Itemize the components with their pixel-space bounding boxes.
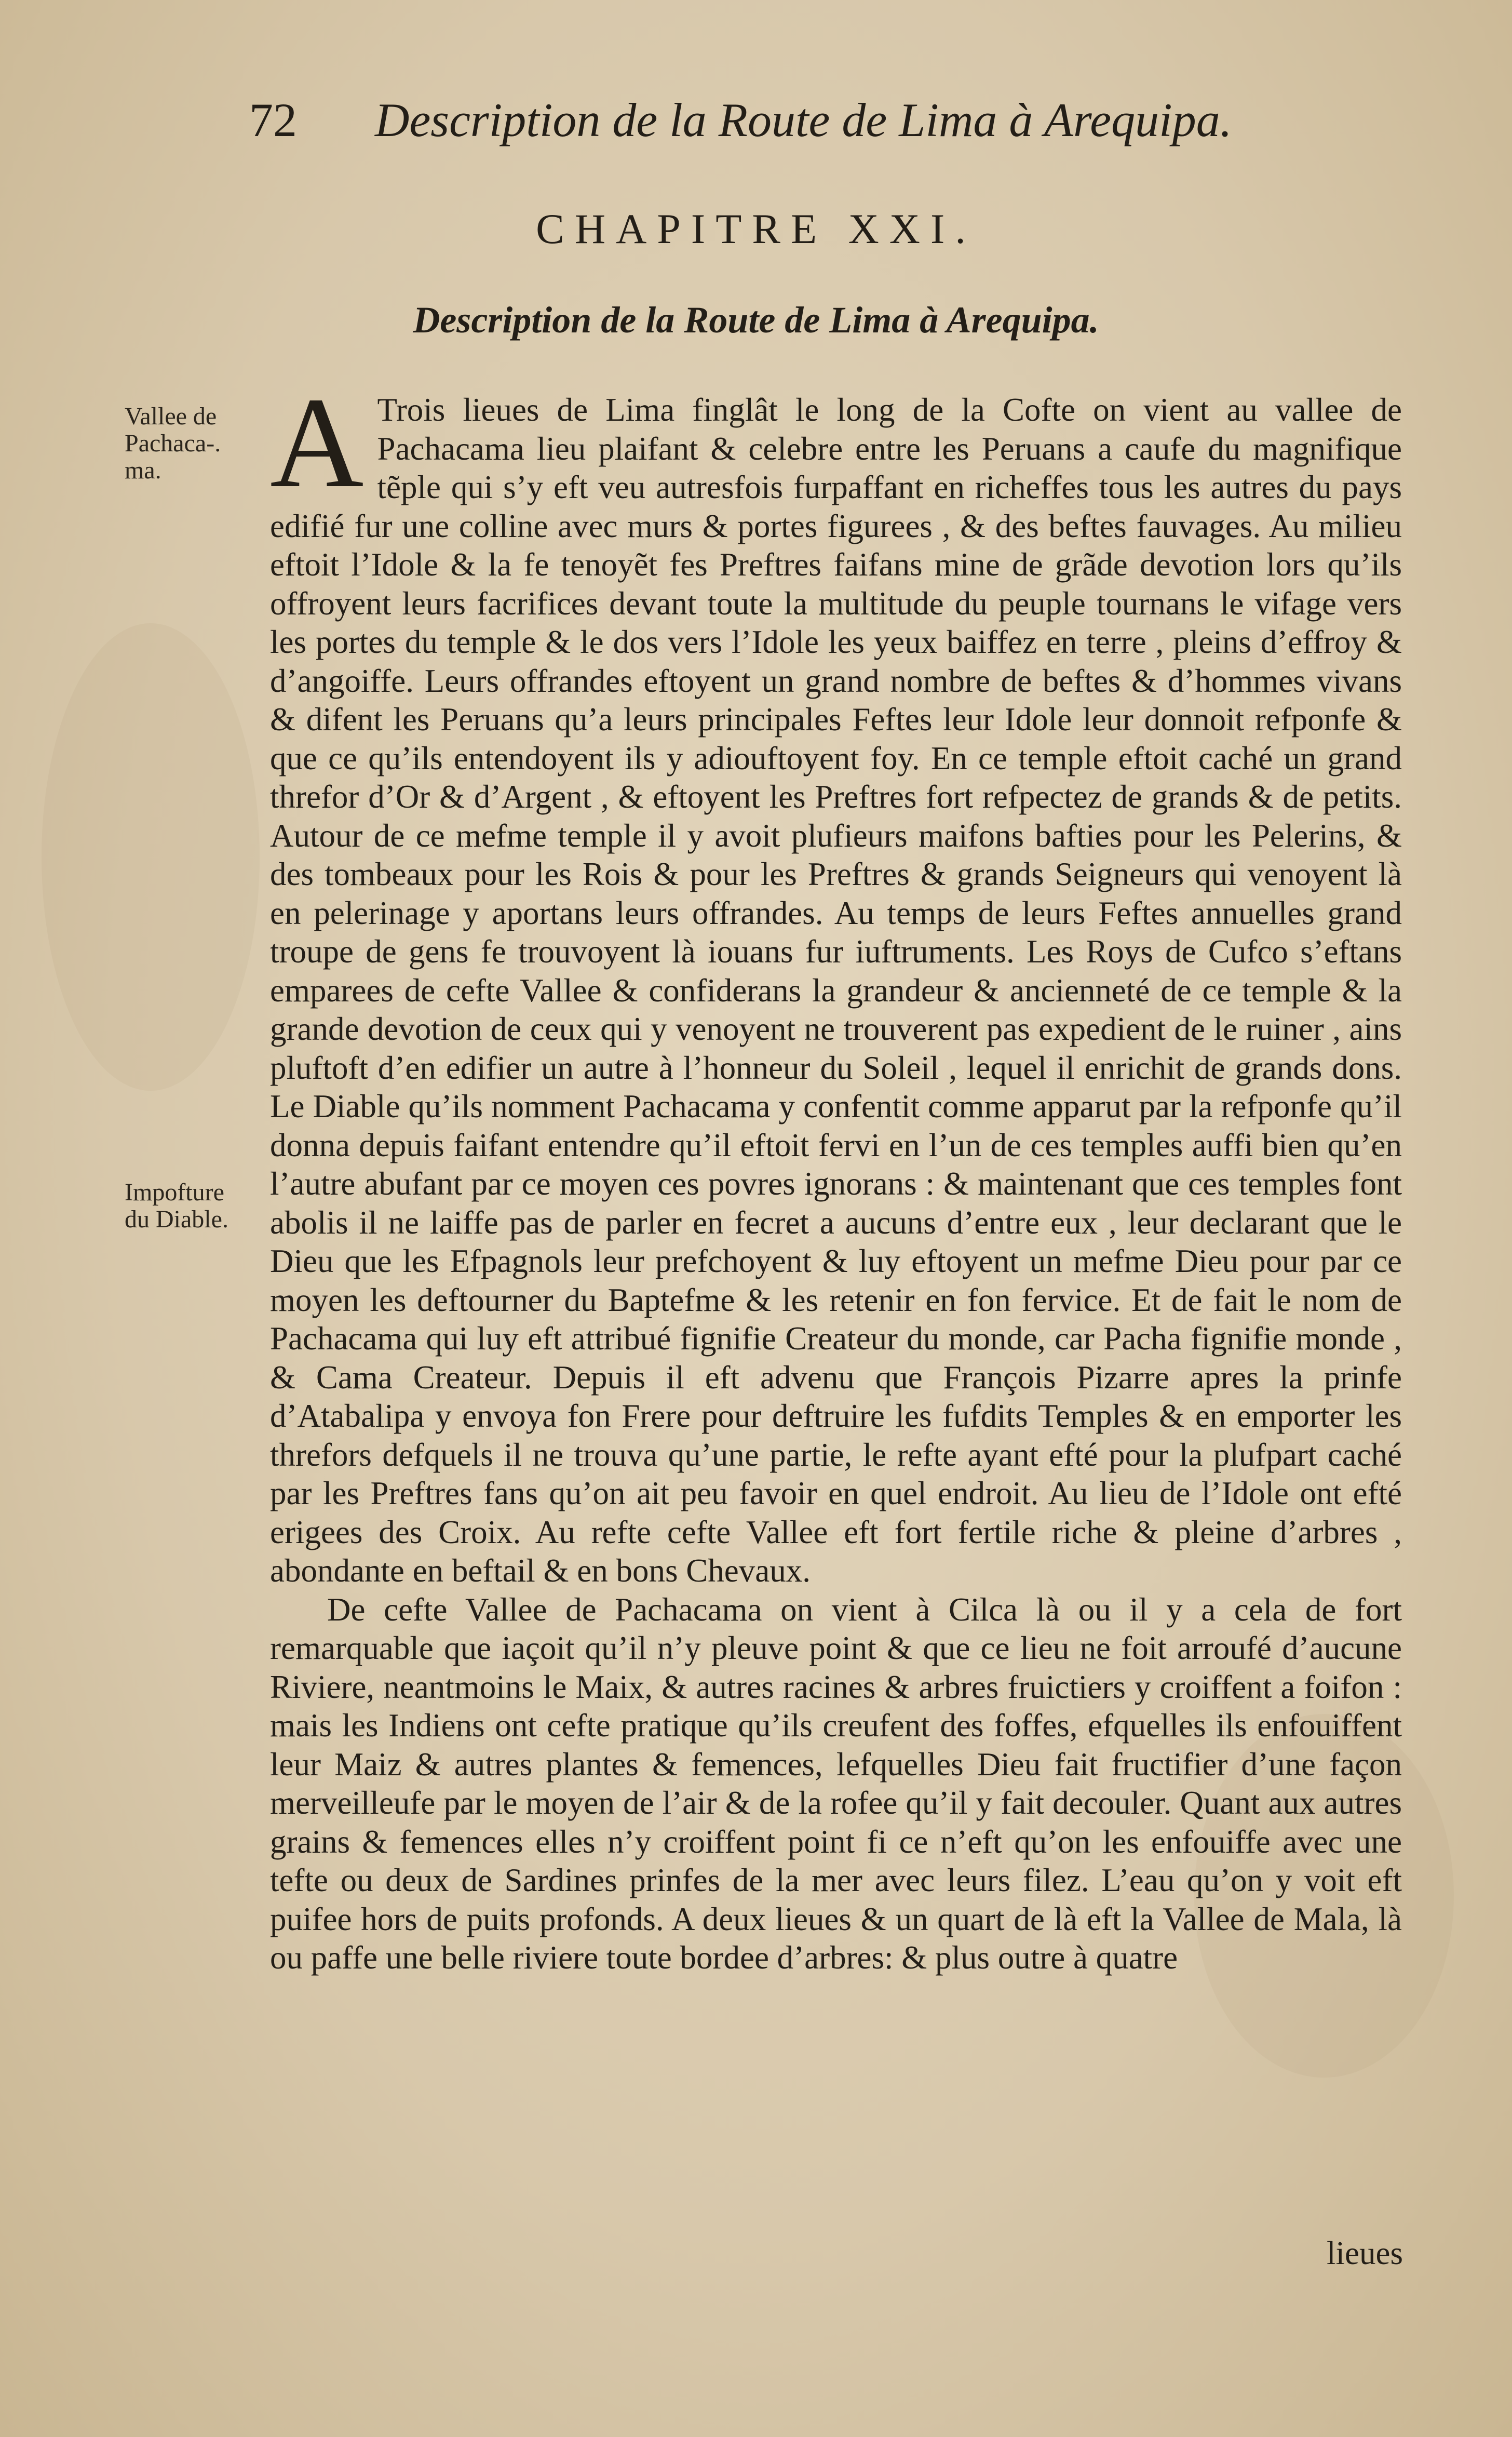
drop-cap: A xyxy=(270,371,364,515)
margin-note-pachacama: Vallee de Pachaca-. ma. xyxy=(125,403,221,484)
page-number: 72 xyxy=(249,93,297,146)
running-header xyxy=(249,92,1232,148)
body-text xyxy=(270,371,1402,1977)
paragraph xyxy=(270,371,1402,1590)
paragraph-text: Trois lieues de Lima finglât le long de la Cofte on vient au vallee de Pachacama lieu plaifant & celebre entre les Peruans a caufe du magnifique tẽple qui s’y eft veu autresfois furpaffant en richeffes tous les autres du pays edifié fur une colline avec murs & portes figurees , & des beftes fauvages. Au milieu eftoit l’Idole & la fe tenoyẽt fes Preftres faifans mine de grãde devotion lors qu’ils offroyent leurs facrifices devant toute la multitude du peuple tournans le vifage vers les portes du temple & le dos vers l’Idole les yeux baiffez en terre , pleins d’effroy & d’angoiffe. Leurs offrandes eftoyent un grand nombre de beftes & d’hommes vivans & difent les Peruans qu’a leurs principales Feftes leur Idole leur donnoit refponfe & que ce qu’ils entendoyent ils y adiouftoyent foy. En ce temple eftoit caché un grand threfor d’Or & d’Argent , & eftoyent les Preftres fort refpectez de grands & de petits. Autour de ce mefme temple il y avoit plufieurs maifons bafties pour les Pelerins, & des tombeaux pour les Rois & pour les Preftres & grands Seigneurs qui venoyent là en pelerinage y aportans leurs offrandes. Au temps de leurs Feftes annuelles grand troupe de gens fe trouvoyent là iouans fur iuftruments. Les Roys de Cufco s’eftans emparees de cefte Vallee & confiderans la grandeur & ancienneté de ce temple & la grande devotion de ceux qui y venoyent ne trouverent pas expedient de le ruiner , ains pluftoft d’en edifier un autre à l’honneur du Soleil , lequel il enrichit de grands dons. Le Diable qu’ils nomment Pachacama y confentit comme apparut par la refponfe qu’il donna depuis faifant entendre qu’il eftoit fervi en l’un de ces temples auffi bien qu’en l’autre abufant par ce moyen ces povres ignorans : & maintenant que ces temples font abolis il ne laiffe pas de parler en fecret a aucuns d’entre eux , leur declarant que le Dieu que les Efpagnols leur prefchoyent & luy eftoyent un mefme Dieu pour par ce moyen les deftourner du Baptefme & les retenir en fon fervice. Et de fait le nom de Pachacama qui luy eft attribué fignifie Createur du monde, car Pacha fignifie monde , & Cama Createur. Depuis il eft advenu que François Pizarre apres la prinfe d’Atabalipa y envoya fon Frere pour deftruire les fufdits Temples & en emporter les threfors defquels il ne trouva qu’une partie, le refte ayant efté pour la plufpart caché par les Preftres fans qu’on ait peu favoir en quel endroit. Au lieu de l’Idole ont efté erigees des Croix. Au refte cefte Vallee eft fort fertile riche & pleine d’arbres , abondante en beftail & en bons Chevaux. xyxy=(270,392,1402,1589)
paragraph: De cefte Vallee de Pachacama on vient à Cilca là ou il y a cela de fort remarquable que iaçoit qu’il n’y pleuve point & que ce lieu ne foit arroufé d’aucune Riviere, neantmoins le Maix, & autres racines & arbres fruictiers y croiffent a foifon : mais les Indiens ont cefte pratique qu’ils creufent des foffes, efquelles ils enfouiffent leur Maiz & autres plantes & femences, lefquelles Dieu fait fructifier d’une façon merveilleufe par le moyen de l’air & de la rofee qu’il y fait decouler. Quant aux autres grains & femences elles n’y croiffent point fi ce n’eft qu’on les enfouiffe avec une tefte ou deux de Sardines prinfes de la mer avec leurs filez. L’eau qu’on y voit eft puifee hors de puits profonds. A deux lieues & un quart de là eft la Vallee de Mala, là ou paffe une belle riviere toute bordee d’arbres: & plus outre à quatre xyxy=(270,1591,1402,1976)
margin-note-imposture: Impofture du Diable. xyxy=(125,1179,228,1233)
chapter-subtitle: Description de la Route de Lima à Arequipa. xyxy=(413,299,1099,341)
catchword: lieues xyxy=(1327,2235,1403,2271)
paper-stain xyxy=(42,623,260,1091)
chapter-title: CHAPITRE XXI. xyxy=(536,205,976,252)
running-title: Description de la Route de Lima à Arequipa. xyxy=(375,93,1232,146)
